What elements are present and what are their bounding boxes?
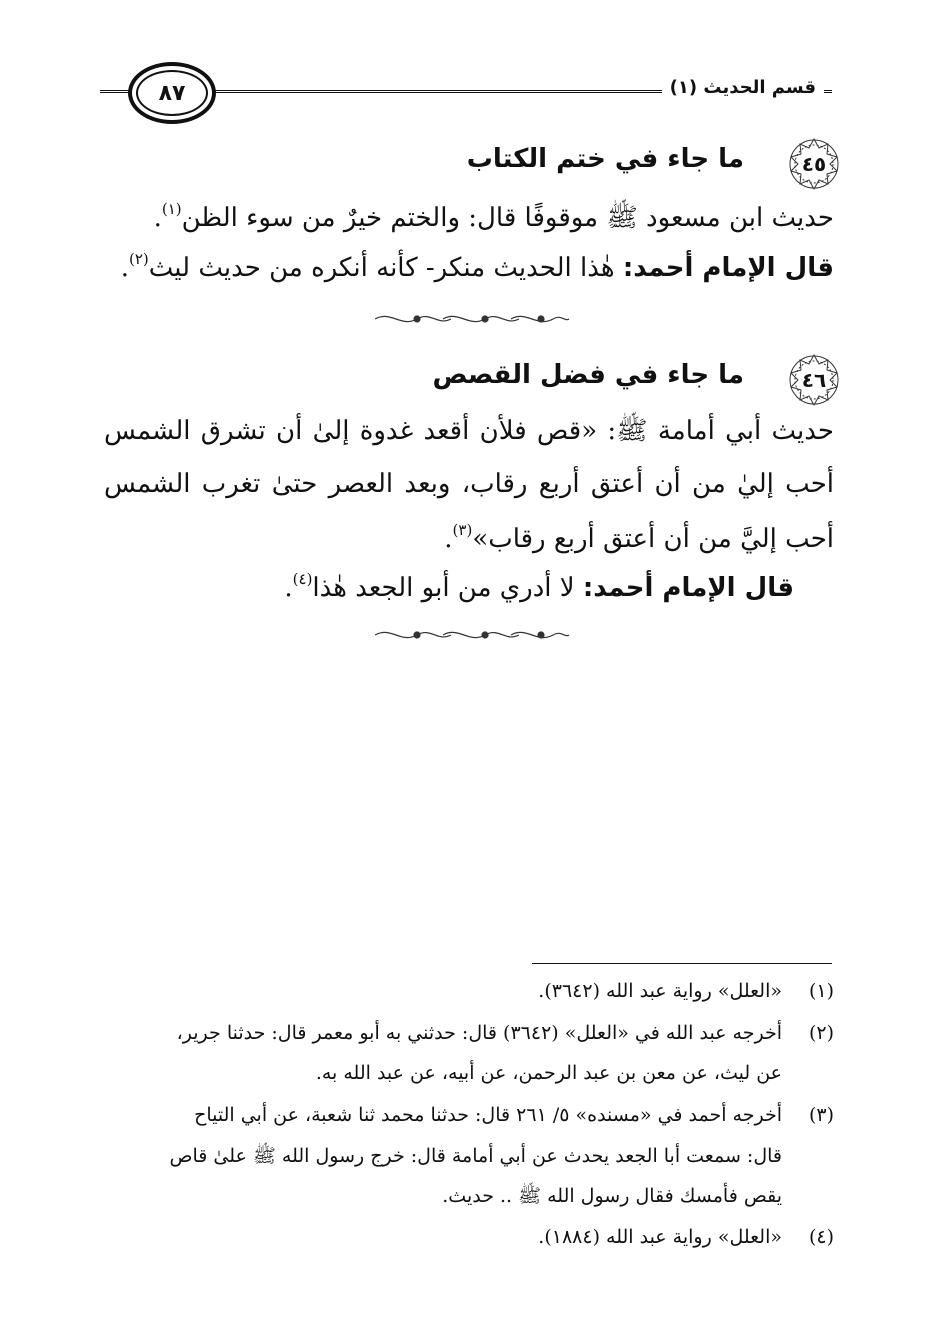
- footnote-line: قال: سمعت أبا الجعد يحدث عن أبي أمامة قال: خرج رسول الله ﷺ علىٰ قاص: [169, 1145, 782, 1167]
- ornament-divider-icon: [371, 624, 571, 646]
- speaker-label: قال الإمام أحمد:: [582, 573, 794, 603]
- section-number: ٤٥: [801, 152, 827, 176]
- speaker-label: قال الإمام أحمد:: [622, 253, 834, 283]
- section-heading: [102, 352, 842, 412]
- footnote-number: (٤): [808, 1226, 834, 1248]
- footnote-number: (٢): [808, 1022, 834, 1044]
- footnote-ref: (٢): [129, 250, 149, 268]
- footnote-ref: (٤): [292, 570, 313, 588]
- text-line: قال الإمام أحمد: هٰذا الحديث منكر- كأنه أنكره من حديث ليث$^{(٢)}$.: [120, 250, 834, 283]
- section-number: ٤٦: [801, 368, 827, 392]
- text-line: قال الإمام أحمد: لا أدري من أبو الجعد هٰذا$^{(٤)}$.: [284, 570, 794, 603]
- footnote: (٤)«العلل» رواية عبد الله (١٨٨٤).: [538, 1226, 834, 1248]
- text-line: أحب إليٰ من أن أعتق أربع رقاب، وبعد العصر حتىٰ تغرب الشمس: [104, 469, 834, 499]
- text-line: أحب إليَّ من أن أعتق أربع رقاب»$^{(٣)}$.: [444, 521, 834, 554]
- text-line: حديث ابن مسعود ﷺ موقوفًا قال: والختم خيرٌ من سوء الظن$^{(١)}$.: [153, 200, 834, 233]
- footnote-number: (٣): [808, 1104, 834, 1126]
- footnote-number: (١): [808, 980, 834, 1002]
- footnote-line: عن ليث، عن معن بن عبد الرحمن، عن أبيه، عن عبد الله به.: [315, 1062, 782, 1084]
- text-line: حديث أبي أمامة ﷺ: «قص فلأن أقعد غدوة إلىٰ أن تشرق الشمس: [104, 416, 834, 446]
- page-number: ٨٧: [158, 80, 186, 106]
- footnote: (١)«العلل» رواية عبد الله (٣٦٤٢).: [538, 980, 834, 1002]
- page-number-badge: [128, 62, 216, 124]
- rosette-icon: [786, 136, 842, 192]
- section-title: ما جاء في ختم الكتاب: [466, 144, 744, 174]
- footnote: (٣)أخرجه أحمد في «مسنده» ٥/ ٢٦١ قال: حدثنا محمد ثنا شعبة، عن أبي التياح: [194, 1104, 834, 1126]
- footnote-ref: (١): [161, 200, 182, 218]
- running-title: قسم الحديث (١): [662, 77, 824, 98]
- footnote-separator: [532, 963, 832, 964]
- footnote-ref: (٣): [452, 521, 473, 539]
- footnote-line: يقص فأمسك فقال رسول الله ﷺ .. حديث.: [442, 1185, 782, 1207]
- footnote: (٢)أخرجه عبد الله في «العلل» (٣٦٤٢) قال: حدثني به أبو معمر قال: حدثنا جرير،: [176, 1022, 834, 1044]
- section-heading: [102, 136, 842, 196]
- rosette-icon: [786, 352, 842, 408]
- section-title: ما جاء في فضل القصص: [432, 360, 744, 390]
- ornament-divider-icon: [371, 308, 571, 330]
